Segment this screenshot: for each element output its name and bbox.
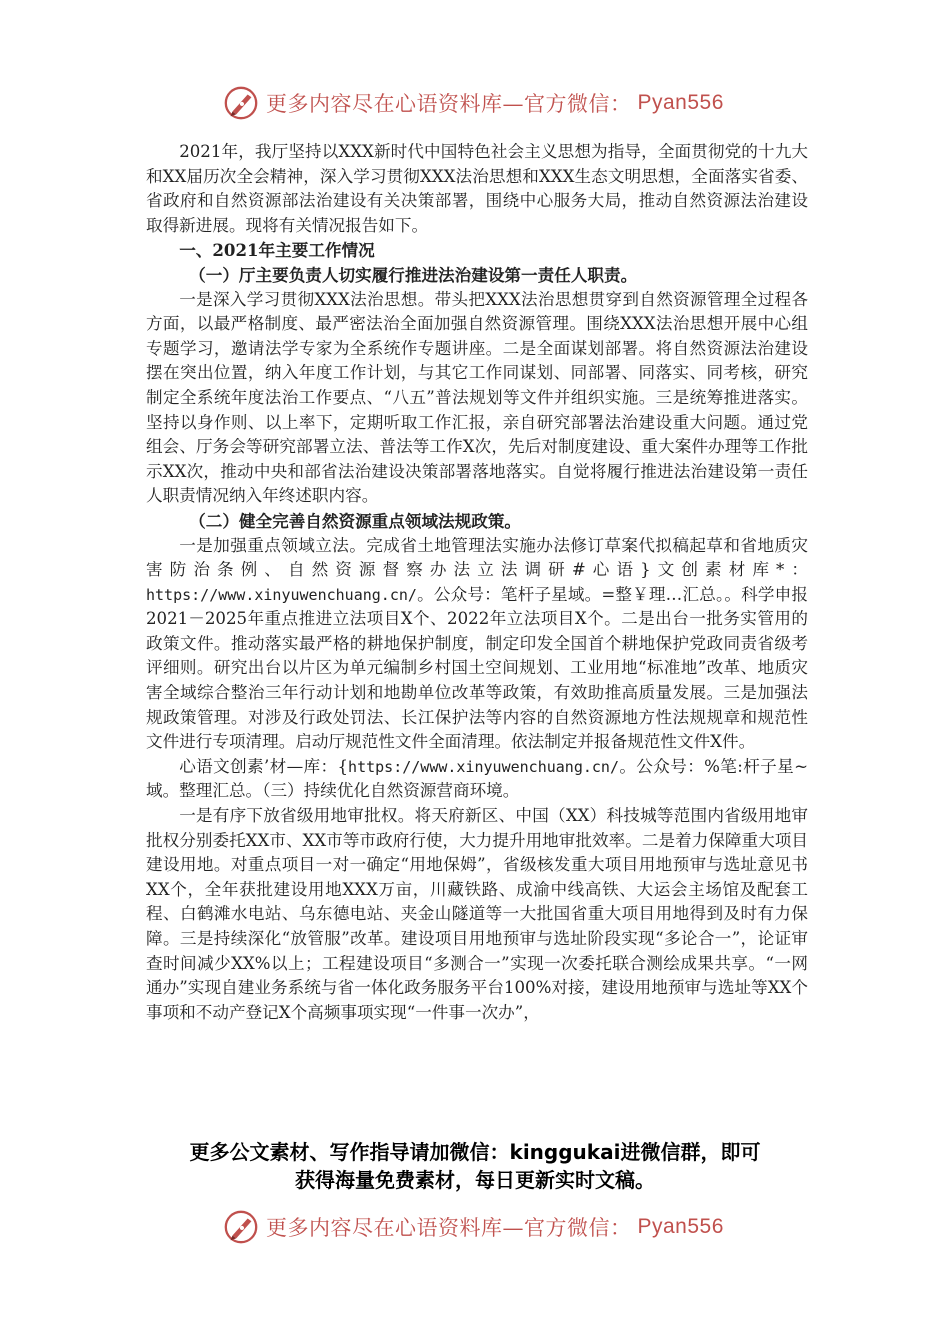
watermark-url-link-2[interactable]: https://www.xinyuwenchuang.cn/ (348, 757, 619, 776)
section-heading-1: 一、2021年主要工作情况 (179, 240, 375, 261)
paragraph-watermark-text-a: 心语文创素’材—库：{ (179, 756, 349, 776)
banner-text: 更多内容尽在心语资料库—官方微信： (266, 92, 632, 116)
pen-logo-icon (222, 1208, 260, 1246)
paragraph-legislation (146, 534, 808, 755)
promo-line-2: 获得海量免费素材，每日更新实时文稿。 (295, 1168, 655, 1192)
paragraph-watermark-text-b: 。公众号：%笔:杆子星~域。整理汇总。（三）持续优化自然资源营商环境。 (146, 756, 808, 801)
banner-wechat-id: Pyan556 (637, 1215, 724, 1238)
intro-paragraph: 2021年，我厅坚持以XXX新时代中国特色社会主义思想为指导，全面贯彻党的十九大和XX届历次全会精神，深入学习贯彻XXX法治思想和XXX生态文明思想，全面落实省委、省政府和自然资源部法治建设有关决策部署，围绕中心服务大局，推动自然资源法治建设取得新进展。现将有关情况报告如下。 (146, 142, 808, 235)
paragraph-legislation-text-a: 一是加强重点领域立法。完成省土地管理法实施办法修订草案代拟稿起草和省地质灾害防治条例、自然资源督察办法立法调研#心语}文创素材库*： (146, 535, 808, 580)
banner-wechat-id: Pyan556 (637, 91, 724, 114)
promo-notice (120, 1138, 830, 1194)
report-body (146, 140, 808, 1025)
footer-watermark-banner (222, 1208, 742, 1246)
promo-line-1: 更多公文素材、写作指导请加微信：kinggukai进微信群，即可 (189, 1140, 761, 1164)
subsection-heading-1: （一）厅主要负责人切实履行推进法治建设第一责任人职责。 (189, 264, 638, 285)
paragraph-watermark-insert (146, 755, 808, 804)
pen-logo-icon (222, 84, 260, 122)
watermark-url-link[interactable]: https://www.xinyuwenchuang.cn/ (146, 585, 417, 604)
paragraph-business-environment: 一是有序下放省级用地审批权。将天府新区、中国（XX）科技城等范围内省级用地审批权分别委托XX市、XX市等市政府行使，大力提升用地审批效率。二是着力保障重大项目建设用地。对重点项目一对一确定“用地保姆”，省级核发重大项目用地预审与选址意见书XX个，全年获批建设用地XXX万亩，川藏铁路、成渝中线高铁、大运会主场馆及配套工程、白鹤滩水电站、乌东德电站、夹金山隧道等一大批国省重大项目用地得到及时有力保障。三是持续深化“放管服”改革。建设项目用地预审与选址阶段实现“多论合一”，论证审查时间减少XX%以上；工程建设项目“多测合一”实现一次委托联合测绘成果共享。“一网通办”实现自建业务系统与省一体化政务服务平台100%对接，建设用地预审与选址等XX个事项和不动产登记X个高频事项实现“一件事一次办”， (146, 806, 808, 1022)
paragraph-legislation-text-b: 。公众号：笔杆子星域。=整￥理…汇总。。科学申报2021－2025年重点推进立法项目X个、2022年立法项目X个。二是出台一批务实管用的政策文件。推动落实最严格的耕地保护制度，制定印发全国首个耕地保护党政同责省级考评细则。研究出台以片区为单元编制乡村国土空间规划、工业用地“标准地”改革、地质灾害全域综合整治三年行动计划和地勘单位改革等政策，有效助推高质量发展。三是加强法规政策管理。对涉及行政处罚法、长江保护法等内容的自然资源地方性法规规章和规范性文件进行专项清理。启动厅规范性文件全面清理。依法制定并报备规范性文件X件。 (146, 584, 808, 752)
banner-text: 更多内容尽在心语资料库—官方微信： (266, 1216, 632, 1240)
subsection-heading-2: （二）健全完善自然资源重点领域法规政策。 (189, 510, 522, 531)
header-watermark-banner (222, 84, 742, 122)
paragraph-responsibility: 一是深入学习贯彻XXX法治思想。带头把XXX法治思想贯穿到自然资源管理全过程各方面，以最严格制度、最严密法治全面加强自然资源管理。围绕XXX法治思想开展中心组专题学习，邀请法学专家为全系统作专题讲座。二是全面谋划部署。将自然资源法治建设摆在突出位置，纳入年度工作计划，与其它工作同谋划、同部署、同落实、同考核，研究制定全系统年度法治工作要点、“八五”普法规划等文件并组织实施。三是统筹推进落实。坚持以身作则、以上率下，定期听取工作汇报，亲自研究部署法治建设重大问题。通过党组会、厅务会等研究部署立法、普法等工作X次，先后对制度建设、重大案件办理等工作批示XX次，推动中央和部省法治建设决策部署落地落实。自觉将履行推进法治建设第一责任人职责情况纳入年终述职内容。 (146, 289, 808, 506)
